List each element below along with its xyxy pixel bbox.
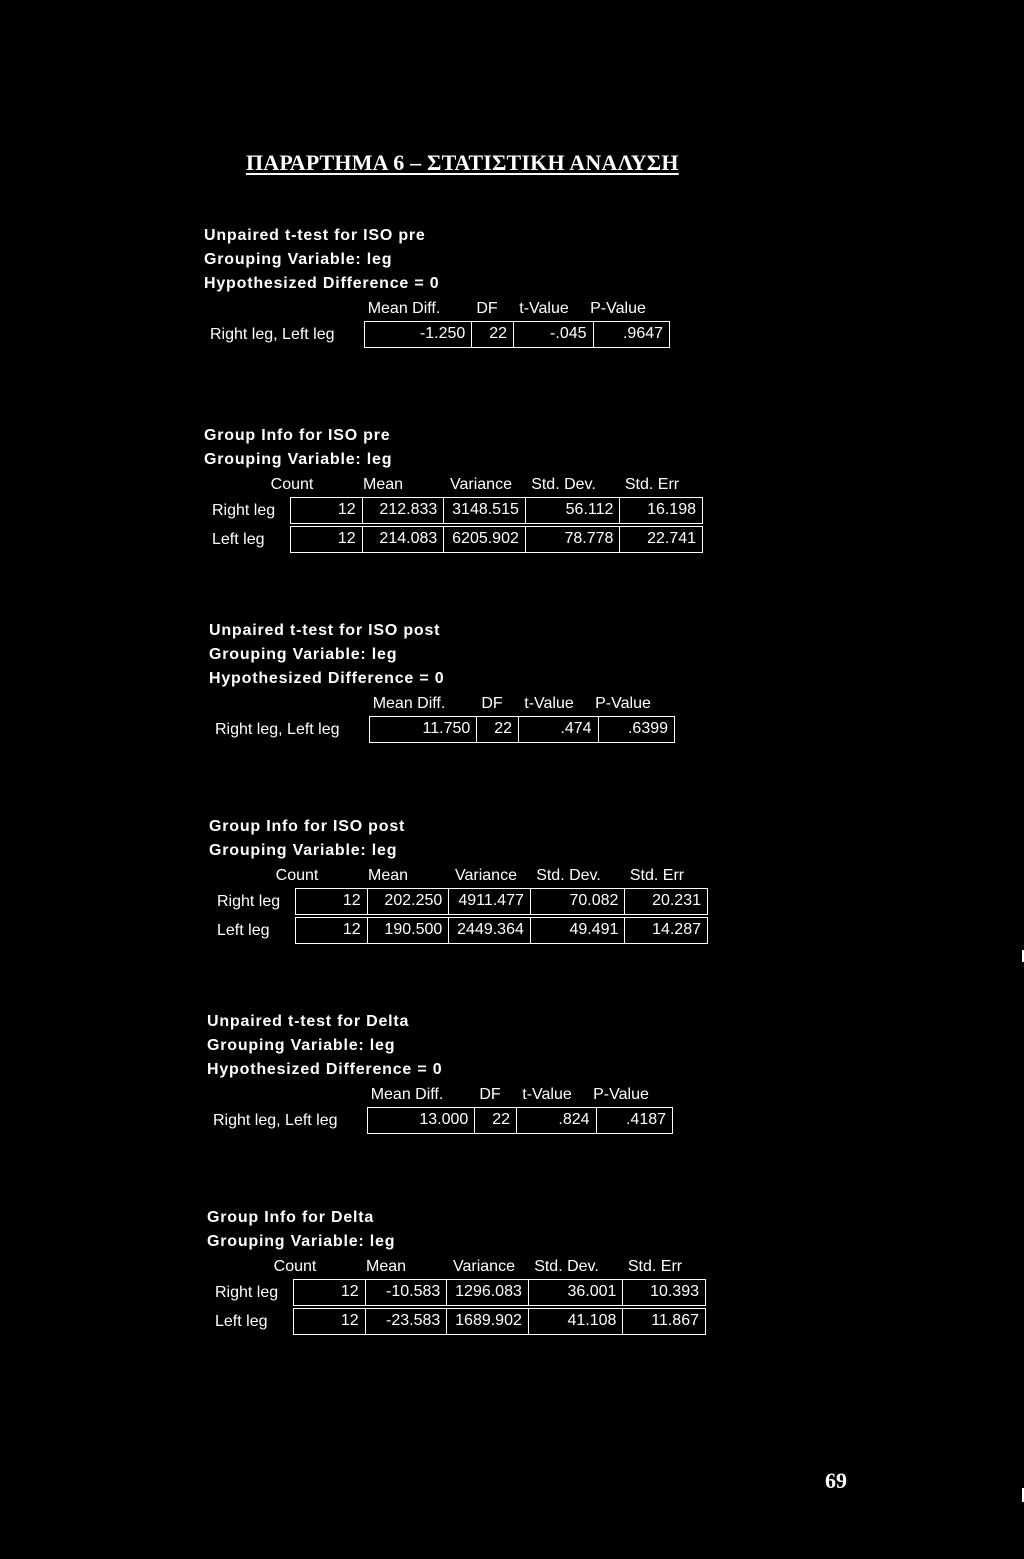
table-cell: .4187: [625, 1111, 667, 1128]
column-header: Std. Err: [624, 476, 680, 493]
table-cell: .9647: [622, 325, 664, 342]
table-cell: 22.741: [647, 530, 696, 547]
value-box: [369, 716, 675, 743]
section-heading: Grouping Variable: leg: [204, 251, 393, 268]
column-header: Count: [275, 867, 319, 884]
table-cell: 212.833: [363, 498, 445, 523]
section-heading: Unpaired t-test for Delta: [207, 1013, 410, 1030]
table-cell: 12: [291, 527, 363, 552]
table-cell: -10.583: [366, 1280, 448, 1305]
column-header: Std. Dev.: [531, 476, 596, 493]
table-cell: 202.250: [368, 889, 450, 914]
section-heading: Grouping Variable: leg: [209, 842, 398, 859]
column-header: Variance: [453, 1258, 515, 1275]
table-cell: 190.500: [368, 918, 450, 943]
ttest-section: [204, 224, 664, 350]
ttest-section: [209, 619, 669, 745]
column-header-row: [207, 1254, 683, 1279]
table-cell: 16.198: [647, 501, 696, 518]
row-label: Left leg: [217, 922, 270, 939]
table-cell: 41.108: [529, 1309, 624, 1334]
column-header-row: [209, 691, 651, 716]
column-header: Mean Diff.: [372, 695, 446, 712]
column-header: Variance: [455, 867, 517, 884]
value-box: [364, 321, 670, 348]
row-label: Right leg, Left leg: [210, 326, 335, 343]
value-box: [295, 917, 708, 944]
table-cell: 49.491: [531, 918, 626, 943]
column-header: P-Value: [593, 1086, 649, 1103]
page-title: ΠΑΡΑΡΤΗΜΑ 6 – ΣΤΑΤΙΣΤΙΚΗ ΑΝΑΛΥΣΗ: [246, 150, 679, 175]
row-label: Right leg: [215, 1284, 279, 1301]
table-cell: 78.778: [526, 527, 621, 552]
table-cell: 1689.902: [447, 1309, 529, 1334]
group-info-section: [209, 815, 701, 946]
table-cell: -23.583: [366, 1309, 448, 1334]
column-header: Std. Err: [627, 1258, 683, 1275]
table-row: [204, 526, 696, 555]
column-header: Variance: [450, 476, 512, 493]
column-header-row: [204, 472, 680, 497]
value-box: [295, 888, 708, 915]
table-cell: 70.082: [531, 889, 626, 914]
table-cell: 14.287: [652, 921, 701, 938]
column-header: DF: [481, 695, 503, 712]
column-header-row: [204, 296, 646, 321]
row-label: Left leg: [215, 1313, 268, 1330]
value-box: [293, 1308, 706, 1335]
column-header-row: [207, 1082, 649, 1107]
table-cell: 12: [294, 1309, 366, 1334]
section-heading: Group Info for Delta: [207, 1209, 375, 1226]
column-header: Mean Diff.: [370, 1086, 444, 1103]
column-header: Mean: [367, 867, 409, 884]
table-cell: 13.000: [368, 1108, 475, 1133]
table-cell: 10.393: [650, 1283, 699, 1300]
table-cell: 11.867: [651, 1312, 699, 1329]
table-cell: 12: [296, 889, 368, 914]
row-label: Right leg, Left leg: [215, 721, 340, 738]
table-cell: 1296.083: [447, 1280, 529, 1305]
table-row: [207, 1308, 699, 1337]
table-cell: 12: [296, 918, 368, 943]
table-row: [204, 497, 696, 526]
table-cell: -.045: [514, 322, 593, 347]
table-cell: 12: [291, 498, 363, 523]
table-cell: 12: [294, 1280, 366, 1305]
table-cell: 22: [472, 322, 514, 347]
column-header: t-Value: [522, 1086, 572, 1103]
table-cell: 214.083: [363, 527, 445, 552]
ttest-section: [207, 1010, 667, 1136]
table-row: [209, 888, 701, 917]
row-label: Left leg: [212, 531, 265, 548]
table-cell: 56.112: [526, 498, 621, 523]
value-box: [290, 526, 703, 553]
table-cell: 22: [475, 1108, 517, 1133]
column-header: Std. Dev.: [536, 867, 601, 884]
section-heading: Hypothesized Difference = 0: [209, 670, 445, 687]
column-header: Count: [270, 476, 314, 493]
section-heading: Hypothesized Difference = 0: [207, 1061, 443, 1078]
section-heading: Grouping Variable: leg: [204, 451, 393, 468]
section-heading: Group Info for ISO pre: [204, 427, 391, 444]
section-heading: Hypothesized Difference = 0: [204, 275, 440, 292]
table-cell: 3148.515: [444, 498, 526, 523]
value-box: [290, 497, 703, 524]
value-box: [367, 1107, 673, 1134]
column-header: Count: [273, 1258, 317, 1275]
table-cell: .824: [517, 1108, 596, 1133]
column-header: P-Value: [595, 695, 651, 712]
table-cell: 4911.477: [449, 889, 531, 914]
table-cell: .6399: [627, 720, 669, 737]
row-label: Right leg, Left leg: [213, 1112, 338, 1129]
section-heading: Grouping Variable: leg: [207, 1037, 396, 1054]
column-header: Mean: [362, 476, 404, 493]
section-heading: Grouping Variable: leg: [209, 646, 398, 663]
group-info-section: [204, 424, 696, 555]
column-header: Mean: [365, 1258, 407, 1275]
section-heading: Group Info for ISO post: [209, 818, 406, 835]
table-row: [207, 1107, 667, 1136]
column-header: Std. Err: [629, 867, 685, 884]
column-header: Mean Diff.: [367, 300, 441, 317]
column-header: t-Value: [519, 300, 569, 317]
column-header: DF: [476, 300, 498, 317]
column-header: DF: [479, 1086, 501, 1103]
table-row: [209, 716, 669, 745]
row-label: Right leg: [212, 502, 276, 519]
page-number: 69: [825, 1468, 847, 1493]
table-row: [207, 1279, 699, 1308]
group-info-section: [207, 1206, 699, 1337]
table-row: [209, 917, 701, 946]
table-cell: 6205.902: [444, 527, 526, 552]
column-header: t-Value: [524, 695, 574, 712]
section-heading: Grouping Variable: leg: [207, 1233, 396, 1250]
section-heading: Unpaired t-test for ISO pre: [204, 227, 426, 244]
value-box: [293, 1279, 706, 1306]
row-label: Right leg: [217, 893, 281, 910]
table-cell: 2449.364: [449, 918, 531, 943]
column-header: P-Value: [590, 300, 646, 317]
section-heading: Unpaired t-test for ISO post: [209, 622, 441, 639]
table-cell: -1.250: [365, 322, 472, 347]
table-cell: 22: [477, 717, 519, 742]
column-header-row: [209, 863, 685, 888]
table-cell: 36.001: [529, 1280, 624, 1305]
column-header: Std. Dev.: [534, 1258, 599, 1275]
table-cell: 11.750: [370, 717, 477, 742]
table-cell: 20.231: [652, 892, 701, 909]
table-cell: .474: [519, 717, 598, 742]
table-row: [204, 321, 664, 350]
